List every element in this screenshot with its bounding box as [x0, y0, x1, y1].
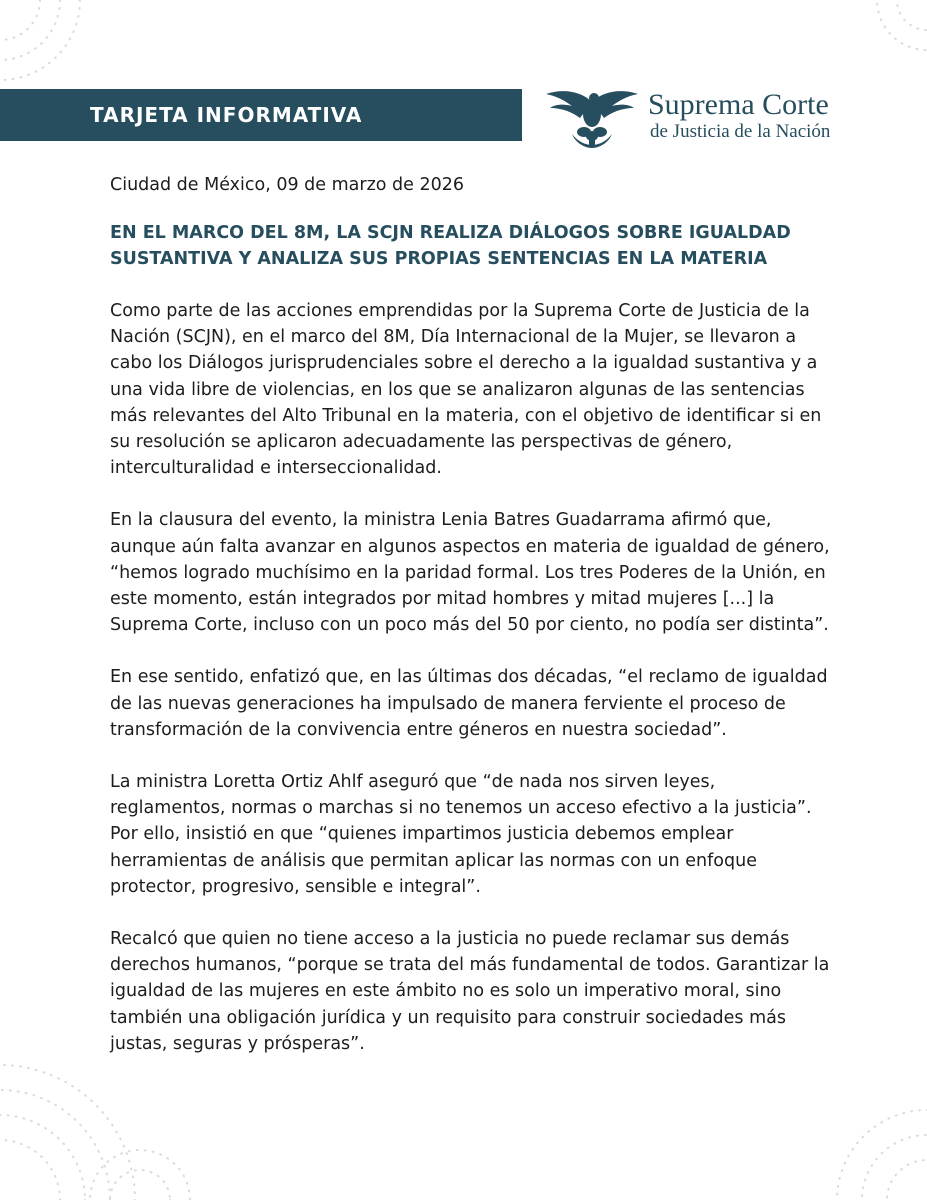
banner-title: TARJETA INFORMATIVA [90, 103, 363, 127]
paragraph: Como parte de las acciones emprendidas por la Suprema Corte de Justicia de la Nación (SCJN), en el marco del 8M, Día Internacional de la Mujer, se llevaron a cabo los Diálogos jurisprudenciales sobre el derecho a la igualdad sustantiva y a una vida libre de violencias, en los que se analizaron algunas de las sentencias más relevantes del Alto Tribunal en la materia, con el objetivo de identificar si en su resolución se aplicaron adecuadamente las perspectivas de género, interculturalidad e interseccionalidad. [110, 301, 822, 479]
logo-subtitle: de Justicia de la Nación [650, 121, 831, 142]
scjn-logo [542, 84, 852, 150]
paragraph: La ministra Loretta Ortiz Ahlf aseguró que “de nada nos sirven leyes, reglamentos, normas o marchas si no tenemos un acceso efectivo a la justicia”. Por ello, insistió en que “quienes impartimos justicia debemos emplear herramientas de análisis que permitan aplicar las normas con un enfoque protector, progresivo, sensible e integral”. [110, 772, 812, 897]
document-body [110, 172, 830, 1083]
logo-title: Suprema Corte [648, 88, 829, 121]
header-banner [0, 89, 522, 141]
paragraph: Recalcó que quien no tiene acceso a la justicia no puede reclamar sus demás derechos humanos, “porque se trata del más fundamental de todos. Garantizar la igualdad de las mujeres en este ámbito no es solo un imperativo moral, sino también una obligación jurídica y un requisito para construir sociedades más justas, seguras y prósperas”. [110, 929, 830, 1054]
dateline: Ciudad de México, 09 de marzo de 2026 [110, 175, 465, 195]
paragraph: En la clausura del evento, la ministra Lenia Batres Guadarrama afirmó que, aunque aún falta avanzar en algunos aspectos en materia de igualdad de género, “hemos logrado muchísimo en la paridad formal. Los tres Poderes de la Unión, en este momento, están integrados por mitad hombres y mitad mujeres [...] la Suprema Corte, incluso con un poco más del 50 por ciento, no podía ser distinta”. [110, 510, 830, 636]
eagle-emblem-icon [542, 84, 642, 150]
paragraph: En ese sentido, enfatizó que, en las últimas dos décadas, “el reclamo de igualdad de las nuevas generaciones ha impulsado de manera ferviente el proceso de transformación de la convivencia entre géneros en nuestra sociedad”. [110, 667, 828, 740]
headline: EN EL MARCO DEL 8M, LA SCJN REALIZA DIÁLOGOS SOBRE IGUALDAD SUSTANTIVA Y ANALIZA SUS PROPIAS SENTENCIAS EN LA MATERIA [110, 223, 791, 269]
